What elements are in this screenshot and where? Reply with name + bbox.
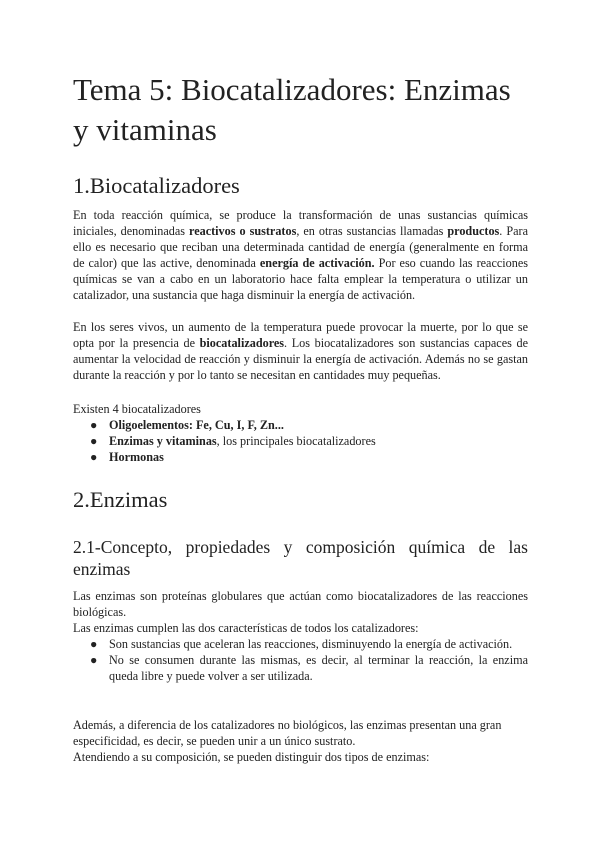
document-title: Tema 5: Biocatalizadores: Enzimas y vitaminas xyxy=(73,72,511,147)
biocatalizadores-list xyxy=(73,417,528,465)
subsection-heading-concepto: 2.1-Concepto, propiedades y composición química de las enzimas xyxy=(73,537,528,579)
paragraph-reacciones: En toda reacción química, se produce la transformación de unas sustancias químicas iniciales, denominadas reactivos o sustratos, en otras sustancias llamadas productos. Para ello es necesario que reciban una determinada cantidad de energía (generalmente en forma de calor) que las active, denominada energía de activación. Por eso cuando las reacciones químicas se van a cabo en un laboratorio hace falta emplear la temperatura o utilizar un catalizador, una sustancia que haga disminuir la energía de activación. xyxy=(73,208,529,302)
bullet-icon: ● xyxy=(90,637,98,651)
section-heading-biocatalizadores: 1.Biocatalizadores xyxy=(73,173,240,198)
list-item: ● Son sustancias que aceleran las reacciones, disminuyendo la energía de activación. xyxy=(90,637,513,651)
bullet-icon: ● xyxy=(90,434,98,448)
paragraph-especificidad: Además, a diferencia de los catalizadores no biológicos, las enzimas presentan una gran especificidad, es decir, se pueden unir a un único sustrato. xyxy=(73,718,502,748)
list-item: ● No se consumen durante las mismas, es decir, al terminar la reacción, la enzima queda libre y puede volver a ser utilizada. xyxy=(90,653,528,683)
list-item: ● Oligoelementos: Fe, Cu, I, F, Zn... xyxy=(90,418,284,432)
paragraph-caracteristicas: Las enzimas cumplen las dos características de todos los catalizadores: xyxy=(73,621,419,635)
section-heading-enzimas: 2.Enzimas xyxy=(73,487,168,512)
paragraph-composicion: Atendiendo a su composición, se pueden distinguir dos tipos de enzimas: xyxy=(73,750,430,764)
paragraph-enzimas-proteinas: Las enzimas son proteínas globulares que actúan como biocatalizadores de las reacciones biológicas. xyxy=(73,589,528,619)
bullet-icon: ● xyxy=(90,418,98,432)
bullet-icon: ● xyxy=(90,450,98,464)
list-item: ● Hormonas xyxy=(90,450,164,464)
paragraph-seres-vivos: En los seres vivos, un aumento de la temperatura puede provocar la muerte, por lo que se opta por la presencia de biocatalizadores. Los biocatalizadores son sustancias capaces de aumentar la velocidad de reacción y disminuir la energía de activación. Además no se gastan durante la reacción y por lo tanto se necesitan en cantidades muy pequeñas. xyxy=(73,320,528,382)
bullet-icon: ● xyxy=(90,653,98,667)
caracteristicas-list xyxy=(73,636,528,684)
paragraph-existen: Existen 4 biocatalizadores xyxy=(73,402,201,416)
list-item: ● Enzimas y vitaminas, los principales biocatalizadores xyxy=(90,434,376,448)
